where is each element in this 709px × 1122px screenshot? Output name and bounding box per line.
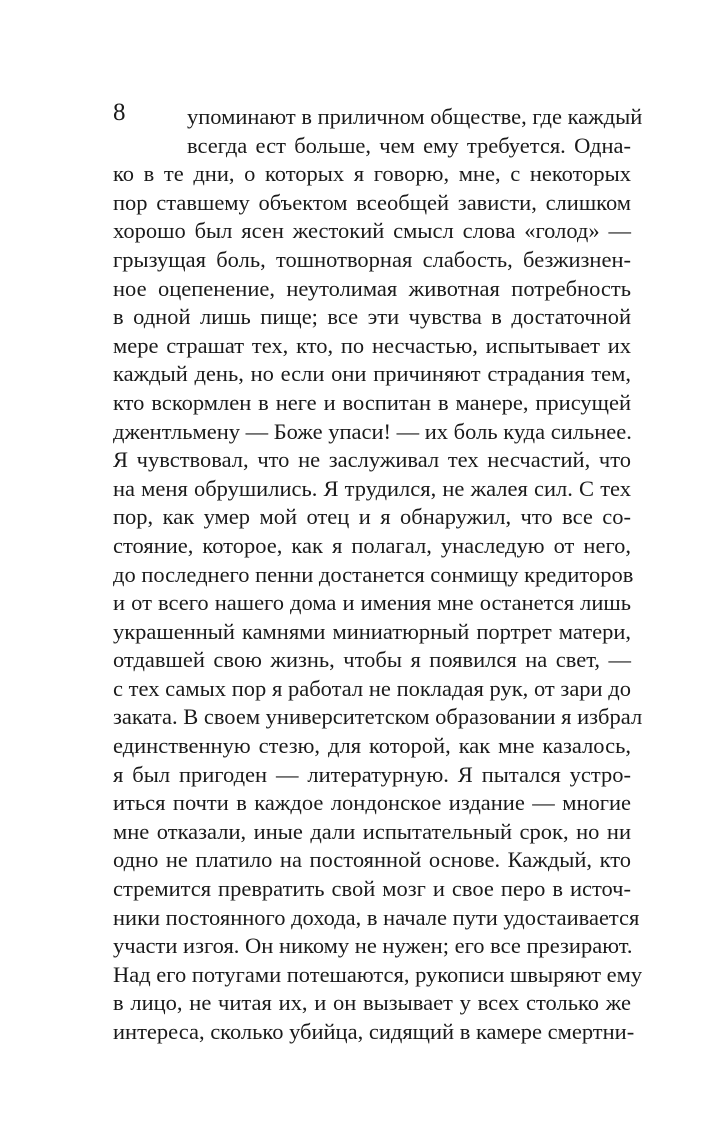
page-number: 8 — [113, 99, 126, 126]
text-line: ко в те дни, о которых я говорю, мне, с некоторых — [113, 161, 631, 187]
text-line: кто вскормлен в неге и воспитан в манере, присущей — [113, 389, 631, 415]
text-line: отдавшей свою жизнь, чтобы я появился на свет, — — [113, 647, 631, 673]
text-line: стояние, которое, как я полагал, унаследую от него, — [113, 532, 631, 558]
text-line: Над его потугами потешаются, рукописи швыряют ему — [113, 961, 643, 987]
text-line: я был пригоден — литературную. Я пытался устро- — [113, 761, 631, 787]
text-line: хорошо был ясен жестокий смысл слова «голод» — — [113, 218, 631, 244]
text-line: мере страшат тех, кто, по несчастью, испытывает их — [113, 332, 631, 358]
text-line: пор, как умер мой отец и я обнаружил, что все со- — [113, 504, 631, 530]
text-line: в одной лишь пище; все эти чувства в достаточной — [113, 304, 631, 330]
text-line: ное оцепенение, неутолимая животная потребность — [113, 275, 631, 301]
text-line: стремится превратить свой мозг и свое перо в источ- — [113, 876, 631, 902]
text-line: участи изгоя. Он никому не нужен; его все презирают. — [113, 933, 633, 959]
text-line: в лицо, не читая их, и он вызывает у всех столько же — [113, 990, 631, 1016]
text-line: пор ставшему объектом всеобщей зависти, слишком — [113, 189, 631, 215]
body-text — [113, 103, 643, 1047]
text-line: ники постоянного дохода, в начале пути удостаивается — [113, 904, 640, 930]
text-line: до последнего пенни достанется сонмищу кредиторов — [113, 561, 634, 587]
text-line: грызущая боль, тошнотворная слабость, безжизнен- — [113, 246, 631, 272]
text-line: Я чувствовал, что не заслуживал тех несчастий, что — [113, 447, 631, 473]
text-line: на меня обрушились. Я трудился, не жалея сил. С тех — [113, 475, 631, 501]
text-line: единственную стезю, для которой, как мне казалось, — [113, 733, 631, 759]
text-line: с тех самых пор я работал не покладая рук, от зари до — [113, 675, 631, 701]
text-line: украшенный камнями миниатюрный портрет матери, — [113, 618, 631, 644]
text-line: одно не платило на постоянной основе. Каждый, кто — [113, 847, 631, 873]
text-line: интереса, сколько убийца, сидящий в камере смертни- — [113, 1019, 635, 1044]
text-line: джентльмену — Боже упаси! — их боль куда сильнее. — [113, 418, 632, 444]
text-line: иться почти в каждое лондонское издание — многие — [113, 790, 631, 816]
text-line: всегда ест больше, чем ему требуется. Одна- — [187, 132, 631, 158]
text-line: и от всего нашего дома и имения мне останется лишь — [113, 590, 631, 616]
text-line: мне отказали, иные дали испытательный срок, но ни — [113, 818, 631, 844]
text-line: упоминают в приличном обществе, где каждый — [187, 104, 643, 129]
text-line: каждый день, но если они причиняют страдания тем, — [113, 361, 631, 387]
text-line: заката. В своем университетском образовании я избрал — [113, 704, 643, 730]
